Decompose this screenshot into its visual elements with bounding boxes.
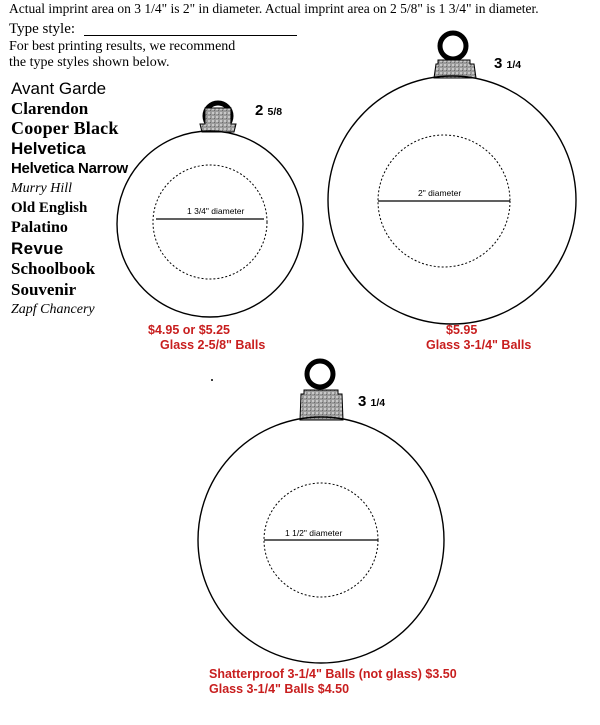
small-ornament-size-label	[255, 102, 282, 119]
large-size-main: 3	[494, 55, 503, 72]
small-ornament-price: $4.95 or $5.25	[148, 323, 231, 337]
type-style-schoolbook: Schoolbook	[11, 259, 96, 278]
small-ornament-imprint-area	[153, 165, 267, 279]
recommend-line-2: the type styles shown below.	[9, 55, 170, 70]
type-style-revue: Revue	[11, 239, 64, 258]
large-ornament-price: $5.95	[446, 323, 478, 337]
bottom-ornament-diameter-label: 1 1/2" diameter	[285, 528, 343, 538]
type-style-palatino: Palatino	[11, 219, 68, 236]
small-ornament-diameter-label: 1 3/4" diameter	[187, 206, 245, 216]
small-size-frac: 5/8	[267, 106, 283, 118]
type-style-label: Type style:	[9, 21, 76, 37]
small-ornament-description: Glass 2-5/8" Balls	[160, 338, 266, 352]
large-ornament-ball	[328, 76, 576, 324]
large-ornament-description: Glass 3-1/4" Balls	[426, 338, 532, 352]
bottom-ornament-size-label	[358, 393, 385, 410]
small-ornament-cap	[200, 108, 236, 132]
bottom-ornament-hanger-loop	[307, 361, 333, 387]
bottom-size-main: 3	[358, 393, 367, 410]
large-ornament	[328, 33, 576, 324]
type-style-old-english: Old English	[11, 200, 88, 216]
large-ornament-diameter-label: 2" diameter	[418, 188, 462, 198]
bottom-size-frac: 1/4	[370, 397, 386, 409]
type-style-souvenir: Souvenir	[11, 280, 77, 299]
type-style-helvetica: Helvetica	[11, 139, 86, 158]
large-ornament-hanger-loop	[440, 33, 466, 59]
type-style-helvetica-narrow: Helvetica Narrow	[11, 160, 128, 177]
scan-speck	[211, 379, 213, 381]
large-ornament-size-label	[494, 55, 521, 72]
type-style-clarendon: Clarendon	[11, 99, 89, 118]
type-style-cooper-black: Cooper Black	[11, 118, 119, 138]
imprint-area-note: Actual imprint area on 3 1/4" is 2" in diameter. Actual imprint area on 2 5/8" is 1 3/4" in diameter.	[9, 1, 539, 16]
large-size-frac: 1/4	[506, 59, 522, 71]
type-style-murry-hill: Murry Hill	[11, 181, 73, 196]
small-size-main: 2	[255, 102, 264, 119]
bottom-ornament-cap	[300, 390, 343, 420]
type-style-zapf-chancery: Zapf Chancery	[11, 302, 95, 317]
bottom-ornament-price-line-1: Shatterproof 3-1/4" Balls (not glass) $3.50	[209, 667, 457, 681]
bottom-ornament	[198, 361, 444, 663]
recommend-line-1: For best printing results, we recommend	[9, 39, 236, 54]
bottom-ornament-price-line-2: Glass 3-1/4" Balls $4.50	[209, 682, 350, 696]
type-style-avant-garde: Avant Garde	[11, 79, 107, 98]
large-ornament-cap	[434, 60, 476, 78]
small-ornament-ball	[117, 131, 303, 317]
